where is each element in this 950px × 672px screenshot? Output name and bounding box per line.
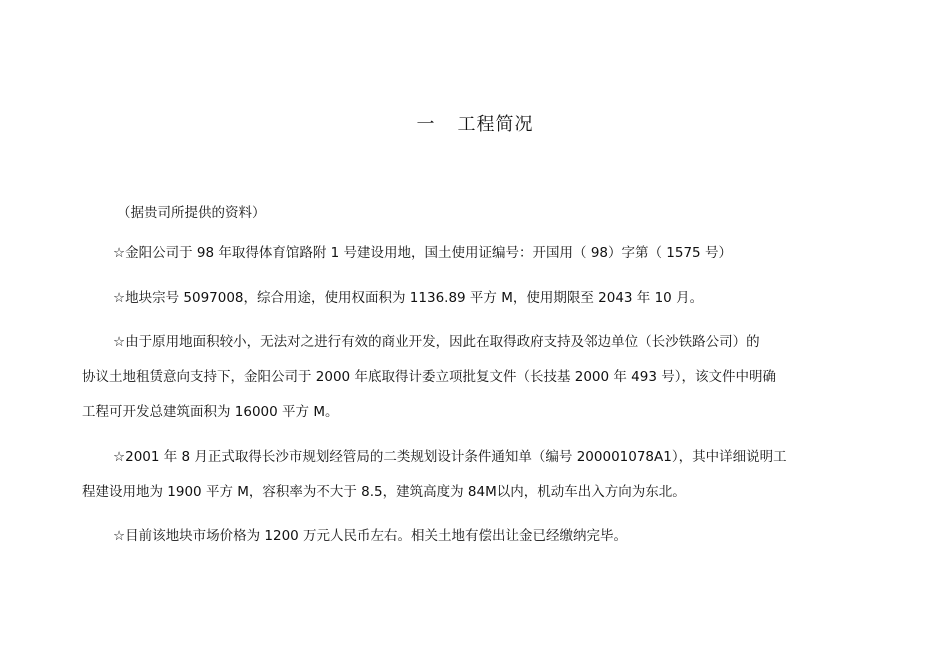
paragraph-land-use-line: ☆金阳公司于 98 年取得体育馆路附 1 号建设用地，国土使用证编号：开国用（ 98）字第（ 1575 号） [113,245,732,261]
paragraph-development-line-2: 协议土地租赁意向支持下，金阳公司于 2000 年底取得计委立项批复文件（长技基 2000 年 493 号），该文件中明确 [82,369,776,385]
paragraph-planning-line-2: 程建设用地为 1900 平方 M，容积率为不大于 8.5，建筑高度为 84M以内，机动车出入方向为东北。 [82,484,686,500]
paragraph-development-line-3: 工程可开发总建筑面积为 16000 平方 M。 [82,404,339,420]
paragraph-plot-number-line: ☆地块宗号 5097008，综合用途，使用权面积为 1136.89 平方 M，使用期限至 2043 年 10 月。 [113,290,704,306]
paragraph-planning-line-1: ☆2001 年 8 月正式取得长沙市规划经管局的二类规划设计条件通知单（编号 200001078A1），其中详细说明工 [113,449,787,465]
heading-number: 一 [416,114,436,135]
paragraph-development-line-1: ☆由于原用地面积较小，无法对之进行有效的商业开发，因此在取得政府支持及邻边单位（长沙铁路公司）的 [113,334,760,350]
paragraph-market-price-line: ☆目前该地块市场价格为 1200 万元人民币左右。相关土地有偿出让金已经缴纳完毕。 [113,528,628,544]
section-heading [0,110,950,136]
source-note: （据贵司所提供的资料） [117,205,266,221]
heading-text: 工程简况 [457,114,534,135]
